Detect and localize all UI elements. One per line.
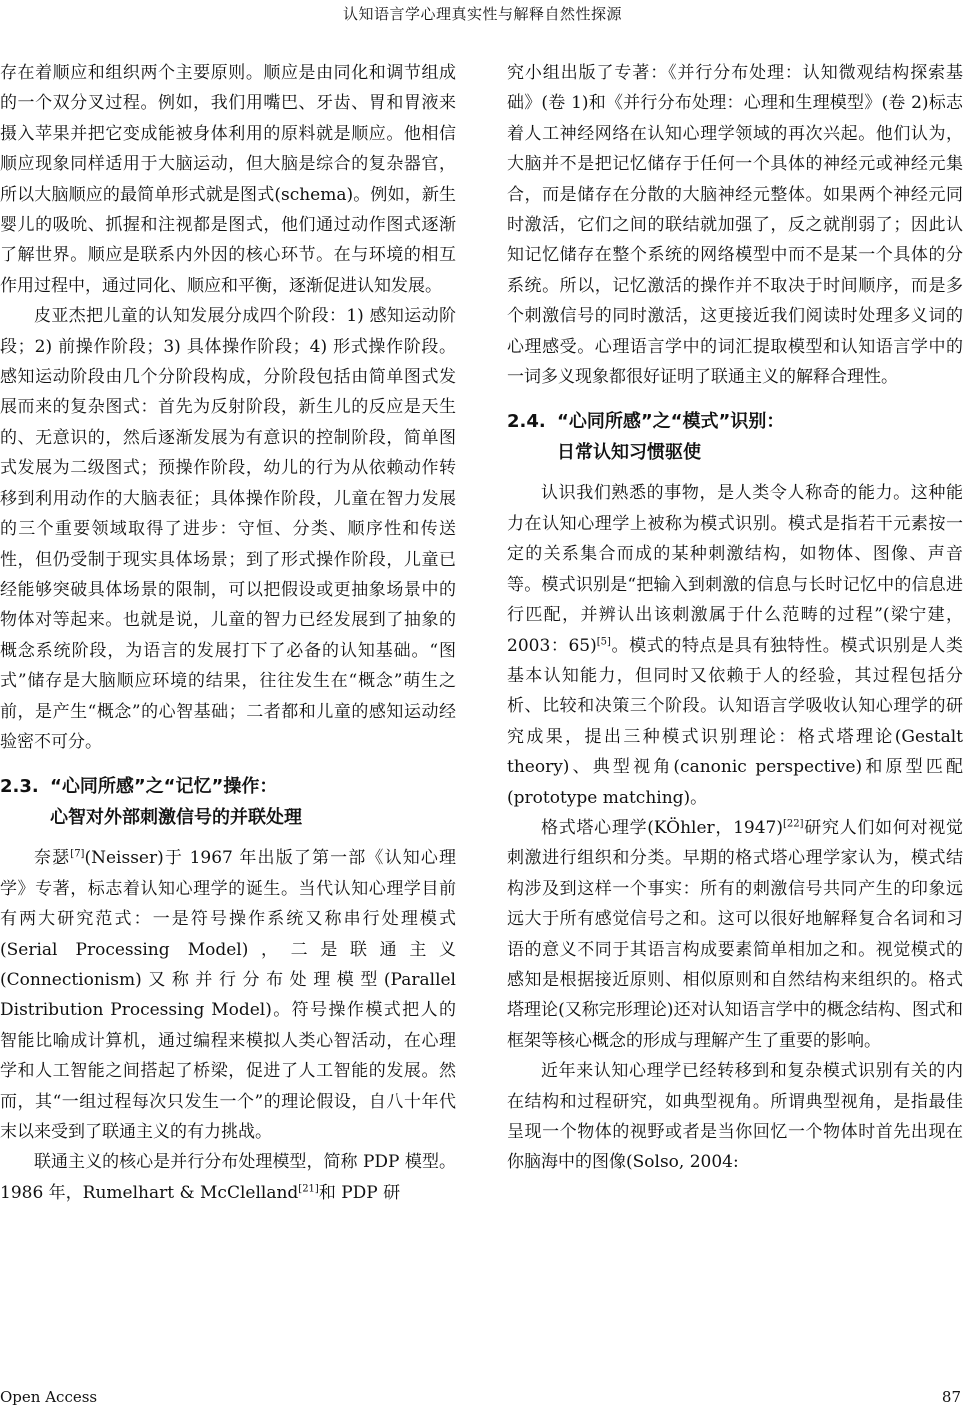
text-run: 认识我们熟悉的事物，是人类令人称奇的能力。这种能力在认知心理学上被称为模式识别。模式是指若干元素按一定的关系集合而成的某种刺激结构，如物体、图像、声音等。模式识别是“把输入到刺激的信息与长时记忆中的信息进行匹配，并辨认出该刺激属于什么范畴的过程”(梁宁建，2003：65) (507, 483, 963, 656)
paragraph (507, 813, 963, 1056)
section-title-line2: 心智对外部刺激信号的并联处理 (50, 807, 302, 829)
page-number: 87 (941, 1388, 961, 1406)
running-head: 认知语言学心理真实性与解释自然性探源 (342, 5, 622, 23)
citation-ref: [22] (783, 818, 804, 830)
text-run: 奈瑟 (34, 848, 71, 869)
right-column (507, 58, 963, 1178)
left-column (0, 58, 456, 1208)
paragraph: 皮亚杰把儿童的认知发展分成四个阶段：1) 感知运动阶段；2) 前操作阶段；3) 具体操作阶段；4) 形式操作阶段。感知运动阶段由几个分阶段构成，分阶段包括由简单图式发展而来的复杂图式：首先为反射阶段，新生儿的反应是天生的、无意识的，然后逐渐发展为有意识的控制阶段，简单图式发展为二级图式；预操作阶段，幼儿的行为从依赖动作转移到利用动作的大脑表征；具体操作阶段，儿童在智力发展的三个重要领域取得了进步：守恒、分类、顺序性和传送性，但仍受制于现实具体场景；到了形式操作阶段，儿童已经能够突破具体场景的限制，可以把假设或更抽象场景中的物体对等起来。也就是说，儿童的智力已经发展到了抽象的概念系统阶段，为语言的发展打下了必备的认知基础。“图式”储存是大脑顺应环境的结果，往往发生在“概念”萌生之前，是产生“概念”的心智基础；二者都和儿童的感知运动经验密不可分。 (0, 306, 456, 752)
citation-ref: [5] (596, 635, 611, 647)
text-run: 研究人们如何对视觉刺激进行组织和分类。早期的格式塔心理学家认为，模式结构涉及到这样一个事实：所有的刺激信号共同产生的印象远远大于所有感觉信号之和。这可以很好地解释复合名词和习语的意义不同于其语言构成要素简单相加之和。视觉模式的感知是根据接近原则、相似原则和自然结构来组织的。格式塔理论(又称完形理论)还对认知语言学中的概念结构、图式和框架等核心概念的形成与理解产生了重要的影响。 (507, 817, 963, 1051)
citation-ref: [21] (298, 1183, 319, 1195)
text-run: (Neisser)于 1967 年出版了第一部《认知心理学》专著，标志着认知心理学的诞生。当代认知心理学目前有两大研究范式：一是符号操作系统又称串行处理模式(Serial Processing Model)，二是联通主义(Connectionism)又称并行分布处理模型(Parallel Distribution Processing Model)。符号操作模式把人的智能比喻成计算机，通过编程来模拟人类心智活动，在心理学和人工智能之间搭起了桥梁，促进了人工智能的发展。然而，其“一组过程每次只发生一个”的理论假设，自八十年代末以来受到了联通主义的有力挑战。 (0, 848, 457, 1142)
text-run: 格式塔心理学(KÖhler，1947) (541, 817, 784, 838)
citation-ref: [7] (70, 848, 85, 860)
section-title-line1: “心同所感”之“模式”识别： (557, 411, 785, 433)
journal-label: Open Access (0, 1388, 98, 1406)
section-heading-2-4 (507, 406, 963, 468)
section-number: 2.4. (507, 411, 546, 433)
text-run: 联通主义的核心是并行分布处理模型，简称 PDP 模型。1986 年，Rumelhart & McClelland (0, 1152, 456, 1203)
page-footer (0, 1386, 965, 1410)
section-title-line1: “心同所感”之“记忆”操作： (50, 776, 278, 798)
paragraph (0, 1147, 456, 1208)
paragraph (0, 843, 456, 1147)
paragraph (507, 478, 963, 812)
text-run: 和 PDP 研 (318, 1182, 401, 1203)
text-run: 。模式的特点是具有独特性。模式识别是人类基本认知能力，但同时又依赖于人的经验，其过程包括分析、比较和决策三个阶段。认知语言学吸收认知心理学的研究成果，提出三种模式识别理论：格式塔理论(Gestalt theory)、典型视角(canonic perspective)和原型匹配(prototype matching)。 (507, 635, 964, 808)
section-number: 2.3. (0, 776, 39, 798)
section-title-line2: 日常认知习惯驱使 (557, 442, 701, 464)
paragraph: 存在着顺应和组织两个主要原则。顺应是由同化和调节组成的一个双分叉过程。例如，我们用嘴巴、牙齿、胃和胃液来摄入苹果并把它变成能被身体利用的原料就是顺应。他相信顺应现象同样适用于大脑运动，但大脑是综合的复杂器官，所以大脑顺应的最简单形式就是图式(schema)。例如，新生婴儿的吸吮、抓握和注视都是图式，他们通过动作图式逐渐了解世界。顺应是联系内外因的核心环节。在与环境的相互作用过程中，通过同化、顺应和平衡，逐渐促进认知发展。 (0, 63, 456, 296)
section-heading-2-3 (0, 771, 456, 833)
paragraph: 近年来认知心理学已经转移到和复杂模式识别有关的内在结构和过程研究，如典型视角。所谓典型视角，是指最佳呈现一个物体的视野或者是当你回忆一个物体时首先出现在你脑海中的图像(Solso, 2004: (507, 1061, 963, 1173)
paragraph: 究小组出版了专著：《并行分布处理：认知微观结构探索基础》(卷 1)和《并行分布处理：心理和生理模型》(卷 2)标志着人工神经网络在认知心理学领域的再次兴起。他们认为，大脑并不是把记忆储存于任何一个具体的神经元或神经元集合，而是储存在分散的大脑神经元整体。如果两个神经元同时激活，它们之间的联结就加强了，反之就削弱了；因此认知记忆储存在整个系统的网络模型中而不是某一个具体的分系统。所以，记忆激活的操作并不取决于时间顺序，而是多个刺激信号的同时激活，这更接近我们阅读时处理多义词的心理感受。心理语言学中的词汇提取模型和认知语言学中的一词多义现象都很好证明了联通主义的解释合理性。 (507, 63, 963, 388)
